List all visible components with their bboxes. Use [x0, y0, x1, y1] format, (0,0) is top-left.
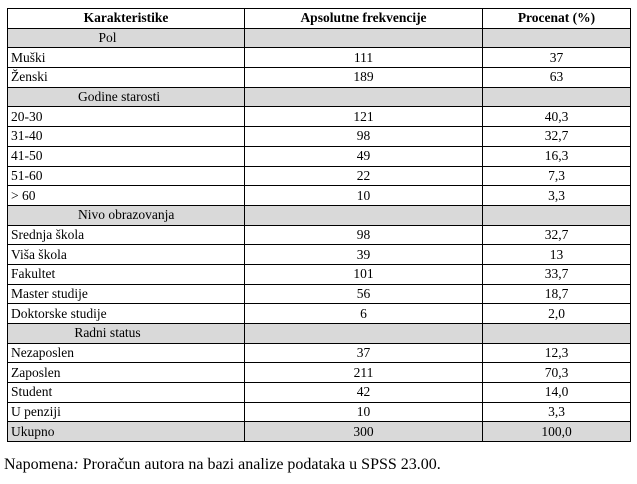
table-note	[4, 455, 441, 475]
section-row	[8, 28, 631, 48]
header-percent: Procenat (%)	[483, 9, 631, 29]
row-frequency: 189	[245, 68, 483, 88]
row-frequency: 22	[245, 166, 483, 186]
table-row	[8, 245, 631, 265]
row-label: Srednja škola	[8, 225, 245, 245]
row-frequency: 121	[245, 107, 483, 127]
row-percent: 32,7	[483, 127, 631, 147]
row-label: U penziji	[8, 402, 245, 422]
section-row	[8, 205, 631, 225]
row-frequency: 37	[245, 343, 483, 363]
table-header-row	[8, 9, 631, 29]
row-percent: 37	[483, 48, 631, 68]
section-empty-cell	[245, 205, 483, 225]
table-row	[8, 127, 631, 147]
row-percent: 70,3	[483, 363, 631, 383]
section-empty-cell	[483, 205, 631, 225]
table-row	[8, 304, 631, 324]
row-percent: 32,7	[483, 225, 631, 245]
section-title: Godine starosti	[8, 87, 245, 107]
row-frequency: 56	[245, 284, 483, 304]
row-frequency: 42	[245, 383, 483, 403]
table-row	[8, 186, 631, 206]
row-frequency: 98	[245, 225, 483, 245]
row-frequency: 10	[245, 186, 483, 206]
row-label: Student	[8, 383, 245, 403]
row-frequency: 49	[245, 146, 483, 166]
total-frequency: 300	[245, 422, 483, 442]
row-frequency: 211	[245, 363, 483, 383]
note-text: Proračun autora na bazi analize podataka u SPSS 23.00.	[78, 456, 441, 473]
row-percent: 33,7	[483, 264, 631, 284]
row-label: Doktorske studije	[8, 304, 245, 324]
total-percent: 100,0	[483, 422, 631, 442]
row-frequency: 101	[245, 264, 483, 284]
row-frequency: 39	[245, 245, 483, 265]
row-percent: 7,3	[483, 166, 631, 186]
row-label: 20-30	[8, 107, 245, 127]
section-empty-cell	[245, 28, 483, 48]
table-row	[8, 225, 631, 245]
table-row	[8, 343, 631, 363]
table-row	[8, 363, 631, 383]
row-percent: 18,7	[483, 284, 631, 304]
row-frequency: 10	[245, 402, 483, 422]
row-label: > 60	[8, 186, 245, 206]
table-row	[8, 166, 631, 186]
header-absolute-frequency: Apsolutne frekvencije	[245, 9, 483, 29]
characteristics-table	[7, 8, 631, 442]
section-row	[8, 87, 631, 107]
row-label: 41-50	[8, 146, 245, 166]
row-label: Nezaposlen	[8, 343, 245, 363]
row-label: Muški	[8, 48, 245, 68]
table-row	[8, 383, 631, 403]
section-empty-cell	[483, 324, 631, 344]
row-percent: 16,3	[483, 146, 631, 166]
row-label: 31-40	[8, 127, 245, 147]
row-frequency: 111	[245, 48, 483, 68]
note-colon: :	[73, 456, 79, 473]
section-title: Nivo obrazovanja	[8, 205, 245, 225]
row-frequency: 6	[245, 304, 483, 324]
row-percent: 12,3	[483, 343, 631, 363]
row-percent: 3,3	[483, 186, 631, 206]
row-label: Master studije	[8, 284, 245, 304]
header-characteristics: Karakteristike	[8, 9, 245, 29]
row-percent: 2,0	[483, 304, 631, 324]
total-label: Ukupno	[8, 422, 245, 442]
row-label: Zaposlen	[8, 363, 245, 383]
row-frequency: 98	[245, 127, 483, 147]
total-row	[8, 422, 631, 442]
row-label: Viša škola	[8, 245, 245, 265]
table-row	[8, 68, 631, 88]
table-row	[8, 146, 631, 166]
section-empty-cell	[483, 28, 631, 48]
row-percent: 13	[483, 245, 631, 265]
section-title: Pol	[8, 28, 245, 48]
table-body	[8, 28, 631, 441]
section-row	[8, 324, 631, 344]
table-row	[8, 402, 631, 422]
table-row	[8, 264, 631, 284]
section-empty-cell	[245, 324, 483, 344]
row-label: 51-60	[8, 166, 245, 186]
row-percent: 14,0	[483, 383, 631, 403]
table-row	[8, 284, 631, 304]
row-label: Ženski	[8, 68, 245, 88]
row-percent: 3,3	[483, 402, 631, 422]
row-label: Fakultet	[8, 264, 245, 284]
row-percent: 40,3	[483, 107, 631, 127]
note-prefix: Napomena	[4, 456, 74, 473]
table-row	[8, 48, 631, 68]
section-empty-cell	[245, 87, 483, 107]
row-percent: 63	[483, 68, 631, 88]
table-row	[8, 107, 631, 127]
section-title: Radni status	[8, 324, 245, 344]
section-empty-cell	[483, 87, 631, 107]
